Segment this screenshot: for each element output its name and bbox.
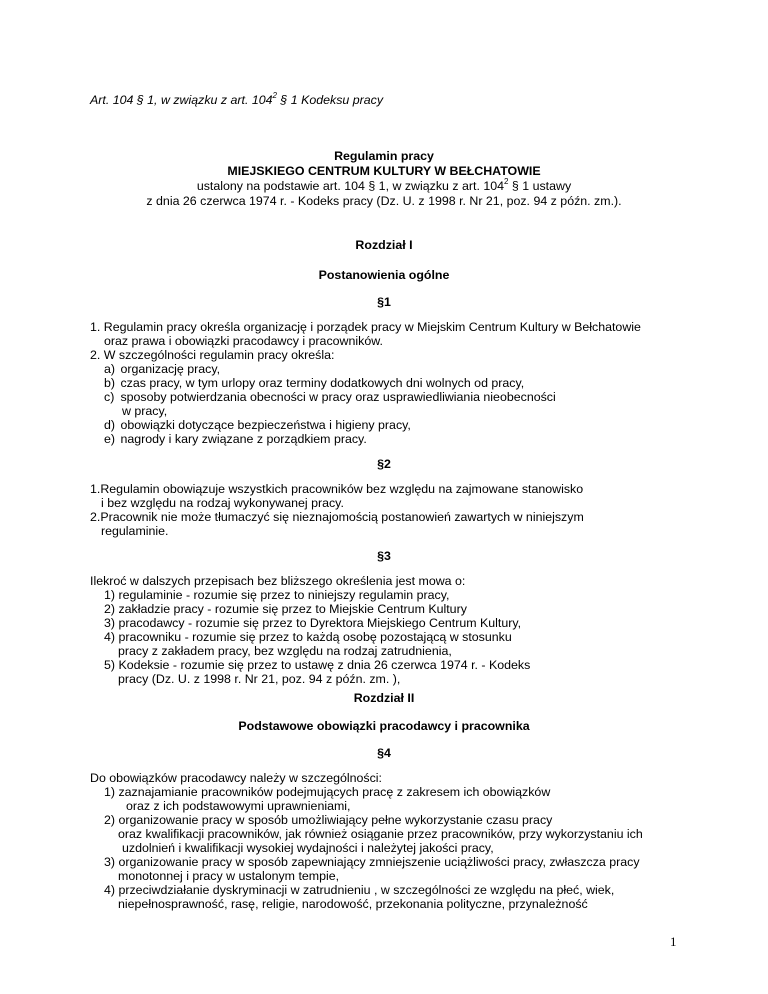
list-item: b) czas pracy, w tym urlopy oraz terminy dodatkowych dni wolnych od pracy, [104, 376, 525, 390]
list-item: 2) zakładzie pracy - rozumie się przez to Miejskie Centrum Kultury [104, 602, 467, 616]
legal-basis-citation: Art. 104 § 1, w związku z art. $104^2$ § 1 Kodeksu pracy [90, 90, 384, 107]
list-item: c) sposoby potwierdzania obecności w pracy oraz usprawiedliwiania nieobecności [104, 390, 556, 404]
paragraph: oraz prawa i obowiązki pracodawcy i pracowników. [104, 334, 383, 348]
title-basis-line: ustalony na podstawie art. 104 § 1, w związku z art. $104^2$ § 1 ustawy [196, 176, 572, 193]
list-item-continuation: oraz z ich podstawowymi uprawnieniami, [126, 799, 351, 813]
list-item: 1) zaznajamianie pracowników podejmujących pracę z zakresem ich obowiązków [104, 785, 551, 799]
list-item-continuation: monotonnej i pracy w ustalonym tempie, [118, 869, 340, 883]
chapter-subheading: Postanowienia ogólne [318, 268, 450, 282]
list-item: 5) Kodeksie - rozumie się przez to ustawę z dnia 26 czerwca 1974 r. - Kodeks [104, 658, 531, 672]
section-heading: §2 [377, 457, 391, 471]
section-heading: §1 [377, 295, 391, 309]
list-item: 2) organizowanie pracy w sposób umożliwiający pełne wykorzystanie czasu pracy [104, 813, 553, 827]
list-item-continuation: niepełnosprawność, rasę, religie, narodowość, przekonania polityczne, przynależność [118, 897, 588, 911]
list-item: a) organizację pracy, [104, 362, 221, 376]
list-item: 4) pracowniku - rozumie się przez to każdą osobę pozostającą w stosunku [104, 630, 512, 644]
list-item: 1) regulaminie - rozumie się przez to niniejszy regulamin pracy, [104, 588, 450, 602]
paragraph: 1. Regulamin pracy określa organizację i porządek pracy w Miejskim Centrum Kultury w Bełchatowie [90, 320, 641, 334]
list-item-continuation: uzdolnień i kwalifikacji wysokiej wydajności i należytej jakości pracy, [122, 841, 494, 855]
paragraph: i bez względu na rodzaj wykonywanej pracy. [101, 496, 344, 510]
list-item-continuation: pracy (Dz. U. z 1998 r. Nr 21, poz. 94 z późn. zm. ), [118, 672, 401, 686]
document-title: Regulamin pracy [334, 149, 434, 163]
list-item-continuation: pracy z zakładem pracy, bez względu na rodzaj zatrudnienia, [118, 644, 452, 658]
paragraph: Ilekroć w dalszych przepisach bez bliższego określenia jest mowa o: [90, 574, 466, 588]
list-item: 3) organizowanie pracy w sposób zapewniający zmniejszenie uciążliwości pracy, zwłaszcza pracy [104, 855, 640, 869]
institution-name: MIEJSKIEGO CENTRUM KULTURY W BEŁCHATOWIE [227, 164, 541, 178]
title-act-line: z dnia 26 czerwca 1974 r. - Kodeks pracy (Dz. U. z 1998 r. Nr 21, poz. 94 z późn. zm.). [146, 194, 622, 208]
list-item: d) obowiązki dotyczące bezpieczeństwa i higieny pracy, [104, 418, 411, 432]
paragraph: Do obowiązków pracodawcy należy w szczególności: [90, 771, 383, 785]
list-item-continuation: oraz kwalifikacji pracowników, jak również osiąganie przez pracowników, przy wykorzystaniu ich [118, 827, 643, 841]
list-item: 3) pracodawcy - rozumie się przez to Dyrektora Miejskiego Centrum Kultury, [104, 616, 522, 630]
list-item-continuation: w pracy, [122, 404, 168, 418]
paragraph: 2.Pracownik nie może tłumaczyć się nieznajomością postanowień zawartych w niniejszym [90, 510, 584, 524]
paragraph: 2. W szczególności regulamin pracy określa: [90, 348, 335, 362]
paragraph: regulaminie. [101, 524, 169, 538]
page-number: 1 [670, 934, 677, 949]
list-item: 4) przeciwdziałanie dyskryminacji w zatrudnieniu , w szczególności ze względu na płeć, wiek, [104, 883, 615, 897]
chapter-heading: Rozdział I [355, 238, 413, 252]
list-item: e) nagrody i kary związane z porządkiem pracy. [104, 432, 367, 446]
chapter-heading: Rozdział II [353, 691, 415, 705]
section-heading: §4 [377, 746, 391, 760]
section-heading: §3 [377, 549, 391, 563]
chapter-subheading: Podstawowe obowiązki pracodawcy i pracownika [238, 719, 530, 733]
paragraph: 1.Regulamin obowiązuje wszystkich pracowników bez względu na zajmowane stanowisko [90, 482, 584, 496]
